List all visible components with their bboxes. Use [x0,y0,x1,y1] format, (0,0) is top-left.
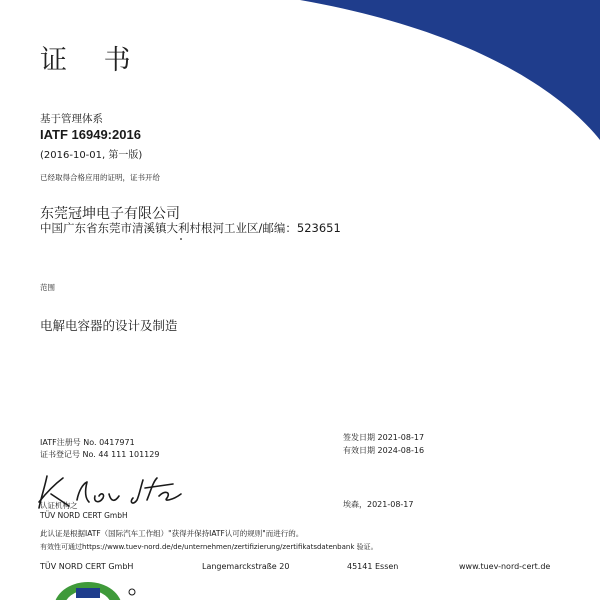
iatf-registration-number: IATF注册号 No. 0417971 [40,438,135,447]
standard-name: IATF 16949:2016 [40,127,141,142]
place-date: 埃森，2021-08-17 [343,500,414,509]
certificate-registration-number: 证书登记号 No. 44 111 101129 [40,450,160,459]
footer-website[interactable]: www.tuev-nord-cert.de [459,562,551,571]
valid-until-date: 有效日期 2024-08-16 [343,446,425,455]
tuev-logo-icon [48,578,168,600]
scope-label: 范围 [40,283,55,292]
validity-note: 有效性可通过https://www.tuev-nord.de/de/unternehmen/zertifizierung/zertifikatsdatenbank 验证。 [40,543,378,551]
company-address: 中国广东省东莞市清溪镇大利村根河工业区/邮编：523651 [40,221,341,235]
certificate-title: 证 书 [40,45,145,76]
certification-body-name: TÜV NORD CERT GmbH [40,511,128,520]
footer-street: Langemarckstraße 20 [202,562,290,571]
footer-city: 45141 Essen [347,562,399,571]
speck-mark [180,238,182,240]
company-name: 东莞冠坤电子有限公司 [40,206,180,222]
footer-company: TÜV NORD CERT GmbH [40,562,134,571]
proof-statement: 已经取得合格应用的证明，证书开给 [40,173,160,182]
accreditation-note: 此认证是根据IATF（国际汽车工作组）"获得并保持IATF认可的规则"而进行的。 [40,529,304,538]
scope-text: 电解电容器的设计及制造 [40,318,178,333]
standard-edition: (2016-10-01, 第一版) [40,150,143,161]
basis-label: 基于管理体系 [40,113,103,125]
issue-date: 签发日期 2021-08-17 [343,433,425,442]
certification-body-label: 认证机构之 [40,501,78,510]
swoosh-shape [300,0,600,140]
